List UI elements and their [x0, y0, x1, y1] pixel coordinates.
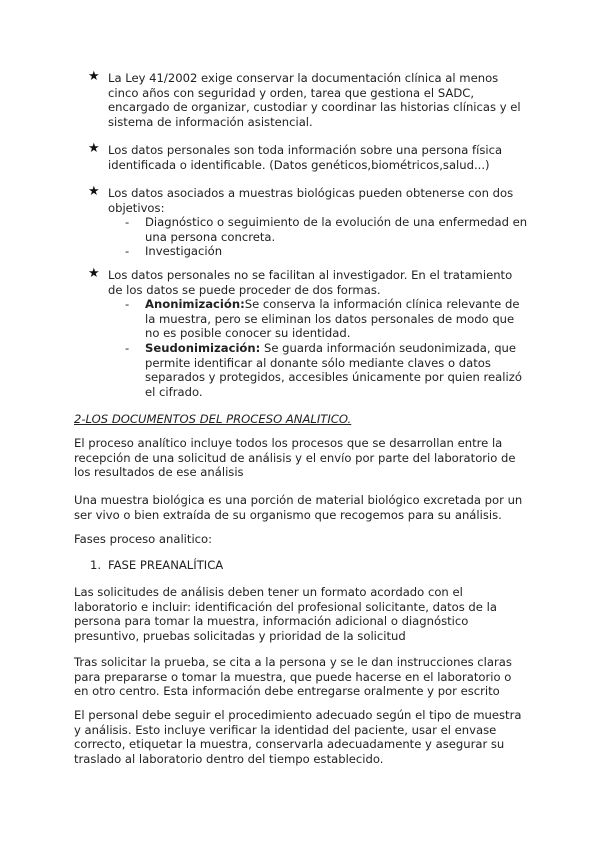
- dash-bullet: -: [125, 215, 130, 230]
- paragraph: Fases proceso analitico:: [74, 532, 213, 546]
- numbered-item: [90, 558, 223, 573]
- star-bullet-icon: ★: [88, 266, 100, 281]
- dash-bullet: -: [125, 244, 130, 259]
- sub-item-anonymization: - Anonimización:Se conserva la información clínica relevante de la muestra, pero se eliminan los datos personales de modo que no es posible conocer su identidad.: [125, 297, 520, 341]
- paragraph: Las solicitudes de análisis deben tener un formato acordado con el laboratorio e incluir: identificación del profesional solicitante, datos de la persona para tomar la muestra, información adicional o diagnóstico presuntivo, pruebas solicitadas y prioridad de la solicitud: [74, 585, 497, 643]
- bullet-law: [88, 71, 528, 129]
- item-label: FASE PREANALÍTICA: [108, 558, 224, 572]
- sub-item: - Diagnóstico o seguimiento de la evolución de una enfermedad en una persona concreta.: [125, 215, 528, 244]
- bullet-text: La Ley 41/2002 exige conservar la documentación clínica al menos cinco años con seguridad y orden, tarea que gestiona el SADC, encargado de organizar, custodiar y coordinar las historias clínicas y el sistema de información asistencial.: [108, 71, 521, 129]
- sub-item-pseudonymization: - Seudonimización: Se guarda información seudonimizada, que permite identificar al donante sólo mediante claves o datos separados y protegidos, accesibles únicamente por quien realizó el cifrado.: [125, 340, 522, 399]
- bullet-text: Los datos asociados a muestras biológicas pueden obtenerse con dos objetivos:: [108, 186, 514, 215]
- section-heading: 2-LOS DOCUMENTOS DEL PROCESO ANALITICO.: [74, 412, 352, 426]
- bullet-text: Los datos personales no se facilitan al investigador. En el tratamiento de los datos se puede proceder de dos formas.: [108, 268, 513, 297]
- item-number: 1.: [90, 558, 102, 572]
- bullet-biological-samples: [88, 186, 528, 259]
- bullet-personal-data: [88, 143, 528, 172]
- bullet-researcher: [88, 268, 528, 399]
- paragraph: El personal debe seguir el procedimiento adecuado según el tipo de muestra y análisis. Esto incluye verificar la identidad del paciente, usar el envase correcto, etiquetar la muestra, conservarla adecuadamente y asegurar su traslado al laboratorio dentro del tiempo establecido.: [74, 708, 522, 766]
- star-bullet-icon: ★: [88, 69, 100, 84]
- star-bullet-icon: ★: [88, 184, 100, 199]
- sub-item: - Investigación: [125, 244, 223, 259]
- star-bullet-icon: ★: [88, 141, 100, 156]
- bullet-text: Los datos personales son toda información sobre una persona física identificada o identificable. (Datos genéticos,biométricos,salud...): [108, 143, 503, 172]
- paragraph: Una muestra biológica es una porción de material biológico excretada por un ser vivo o bien extraída de su organismo que recogemos para su análisis.: [74, 493, 523, 522]
- dash-bullet: -: [125, 340, 130, 355]
- paragraph: El proceso analítico incluye todos los procesos que se desarrollan entre la recepción de una solicitud de análisis y el envío por parte del laboratorio de los resultados de ese análisis: [74, 436, 516, 480]
- dash-bullet: -: [125, 297, 130, 312]
- paragraph: Tras solicitar la prueba, se cita a la persona y se le dan instrucciones claras para prepararse o tomar la muestra, que puede hacerse en el laboratorio o en otro centro. Esta información debe entregarse oralmente y por escrito: [74, 655, 512, 699]
